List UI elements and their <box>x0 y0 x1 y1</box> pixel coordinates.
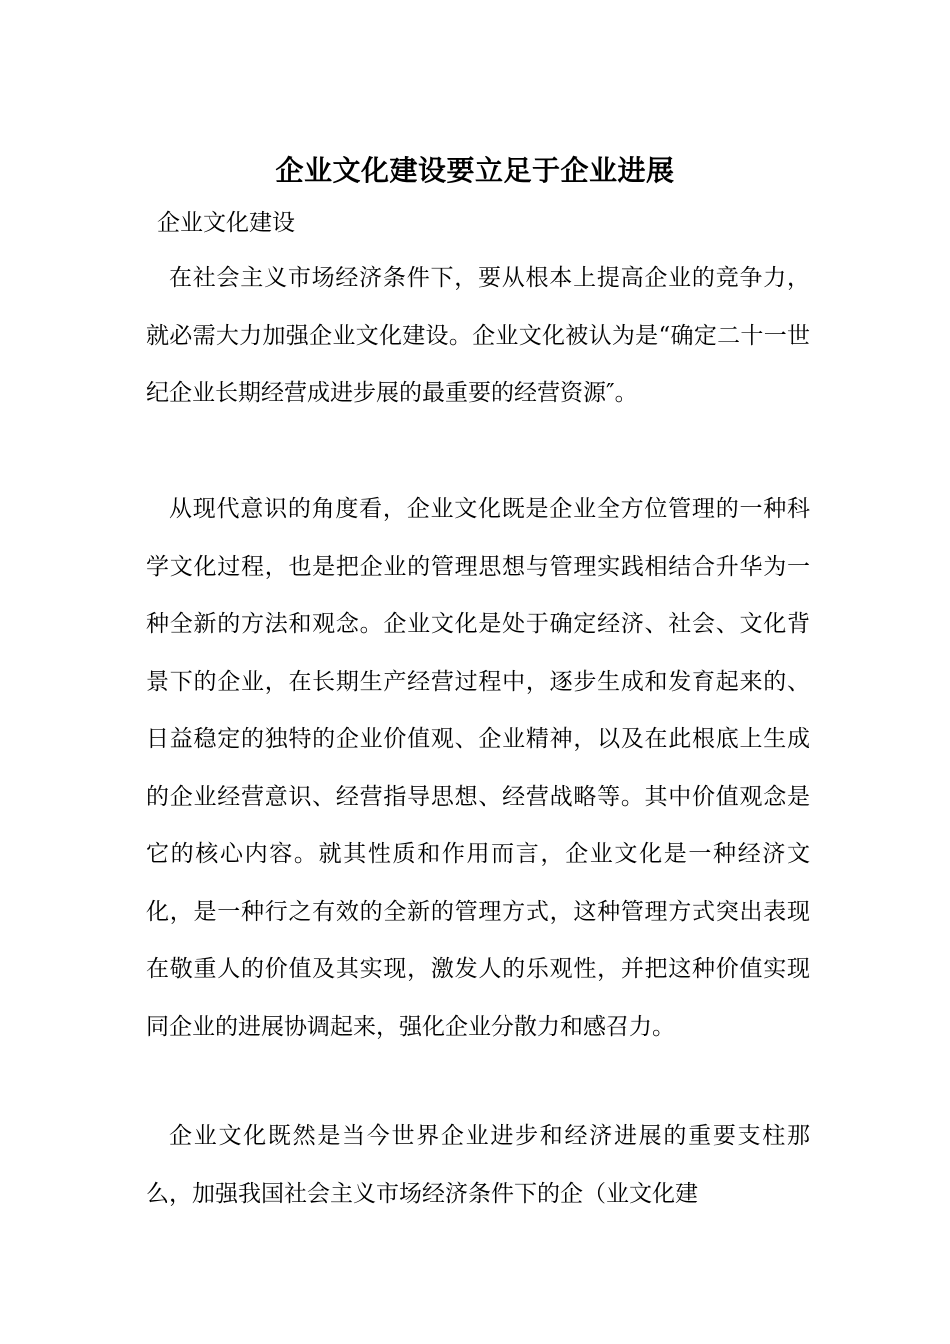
section-subheading: 企业文化建设 <box>157 210 295 236</box>
body-paragraph: 企业文化既然是当今世界企业进步和经济进展的重要支柱那么，加强我国社会主义市场经济条件下的企（业文化建 <box>146 1123 810 1207</box>
body-paragraph: 从现代意识的角度看，企业文化既是企业全方位管理的一种科学文化过程，也是把企业的管理思想与管理实践相结合升华为一种全新的方法和观念。企业文化是处于确定经济、社会、文化背景下的企业，在长期生产经营过程中，逐步生成和发育起来的、日益稳定的独特的企业价值观、企业精神，以及在此根底上生成的企业经营意识、经营指导思想、经营战略等。其中价值观念是它的核心内容。就其性质和作用而言，企业文化是一种经济文化，是一种行之有效的全新的管理方式，这种管理方式突出表现在敬重人的价值及其实现，激发人的乐观性，并把这种价值实现同企业的进展协调起来，强化企业分散力和感召力。 <box>146 496 810 1040</box>
document-title: 企业文化建设要立足于企业进展 <box>275 153 675 187</box>
body-paragraph: 在社会主义市场经济条件下，要从根本上提高企业的竞争力，就必需大力加强企业文化建设。企业文化被认为是“确定二十一世纪企业长期经营成进步展的最重要的经营资源″。 <box>146 265 810 406</box>
